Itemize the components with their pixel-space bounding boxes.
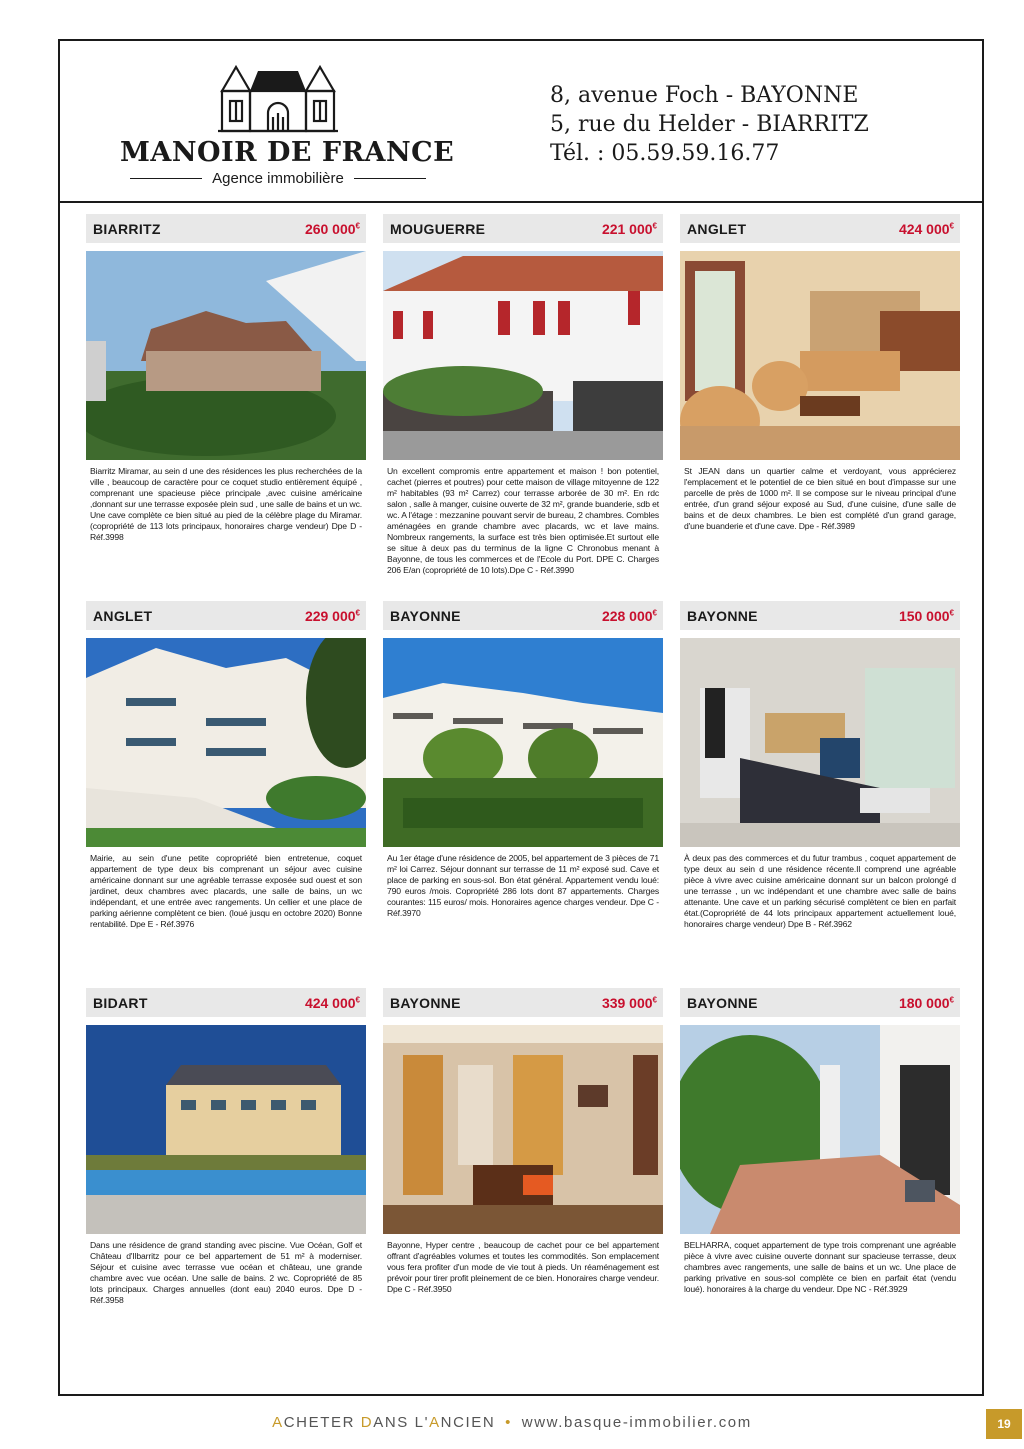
listing-card[interactable] <box>383 601 663 919</box>
listing-city: ANGLET <box>93 607 153 624</box>
price-value: 424 000 <box>304 994 356 1011</box>
currency-symbol: € <box>949 607 954 617</box>
agency-name: MANOIR DE FRANCE <box>120 137 455 168</box>
listing-price <box>305 221 360 237</box>
listing-description: St JEAN dans un quartier calme et verdoyant, vous apprécierez l'emplacement et le potentiel de ce bien situé en bout d'impasse sur une parcelle de près de 1000 m². Il se compose sur le niveau principal d'une entrée, d'un grand séjour exposé au Sud, d'une cuisine, d'une salle de bains et de deux chambres. Le bien est complété d'un grand garage, d'une buanderie et d'une cave. Dpe - Réf.3989 <box>684 466 956 531</box>
listing-price <box>602 608 657 624</box>
page-number: 19 <box>986 1409 1022 1439</box>
white-residence-photo[interactable] <box>86 638 366 847</box>
price-value: 260 000 <box>304 220 356 237</box>
tagline-text: Agence immobilière <box>212 170 344 187</box>
listing-header <box>86 214 366 243</box>
listing-price <box>602 221 657 237</box>
price-value: 221 000 <box>601 220 653 237</box>
currency-symbol: € <box>355 220 360 230</box>
listing-card[interactable] <box>680 601 960 930</box>
price-value: 180 000 <box>898 994 950 1011</box>
listing-price <box>305 995 360 1011</box>
listing-description: Bayonne, Hyper centre , beaucoup de cachet pour ce bel appartement offrant d'agréables volumes et toutes les commodités. Son emplacement vous fera profiter d'un mode de vie tout à pieds. Un réaménagement est prévoir pour tirer profit pleinement de ce bien. Honoraires charge vendeur. Dpe C - Réf.3950 <box>387 1240 659 1294</box>
listing-card[interactable] <box>86 214 366 543</box>
price-value: 228 000 <box>601 607 653 624</box>
address-biarritz: 5, rue du Helder - BIARRITZ <box>550 112 869 137</box>
listing-price <box>602 995 657 1011</box>
price-value: 150 000 <box>898 607 950 624</box>
open-kitchen-photo[interactable] <box>680 638 960 847</box>
listing-description: Un excellent compromis entre appartement et maison ! bon potentiel, cachet (pierres et poutres) pour cette maison de village mitoyenne de 122 m² habitables (93 m² Carrez) cour terrasse arborée de 30 m². En rdc salon , salle à manger, cuisine ouverte de 32 m², grande buanderie, sdb et wc. A l'étage : mezzanine pouvant servir de bureau, 2 chambres. Combles aménagées en grande chambre avec placards, wc et lave mains. Nombreux rangements, la surface est très bien optimisée.Et surtout elle se situe à deux pas du terminus de la ligne C Chronobus menant à Bayonne, de tous les commerces et de l'Ecole du Port. DPE C. Charges 206 E/an (copropriété de 10 lots).Dpe C - Réf.3990 <box>387 466 659 575</box>
currency-symbol: € <box>652 607 657 617</box>
website-link[interactable]: www.basque-immobilier.com <box>521 1414 752 1431</box>
listing-city: BAYONNE <box>390 607 461 624</box>
listing-header <box>383 988 663 1017</box>
listing-price <box>899 995 954 1011</box>
listing-card[interactable] <box>86 988 366 1306</box>
listing-description: Au 1er étage d'une résidence de 2005, bel appartement de 3 pièces de 71 m² loi Carrez. Séjour donnant sur terrasse de 11 m² exposé sud. Cave et place de parking en sous-sol. Bon état général. Appartement vendu loué: 790 euros /mois. Copropriété 286 lots dont 87 appartements. Charges courantes: 115 euros/ mois. Honoraires agence charges vendeur. Dpe C - Réf.3970 <box>387 853 659 918</box>
listing-card[interactable] <box>680 988 960 1295</box>
listing-city: BAYONNE <box>687 607 758 624</box>
footer-bullet: • <box>505 1414 512 1431</box>
listing-city: BAYONNE <box>390 994 461 1011</box>
footer-letter: D <box>360 1414 374 1431</box>
classic-interior-photo[interactable] <box>383 1025 663 1234</box>
listing-header <box>680 601 960 630</box>
listing-header <box>680 214 960 243</box>
footer-text: ANS L' <box>373 1414 430 1431</box>
listing-description: Dans une résidence de grand standing avec piscine. Vue Océan, Golf et Château d'Ilbarritz pour ce bel appartement de 51 m² à moderniser. Séjour et cuisine avec terrasse vue océan et château, une grande chambre avec vue océan. Une salle de bains. 2 wc. Copropriété de 85 lots principaux. Charges annuelles (dont eau) 2040 euros. Dpe D - Réf.3958 <box>90 1240 362 1305</box>
listings-grid <box>60 41 982 1394</box>
listing-header <box>680 988 960 1017</box>
listing-header <box>383 601 663 630</box>
listing-header <box>86 601 366 630</box>
listing-city: ANGLET <box>687 220 747 237</box>
price-value: 339 000 <box>601 994 653 1011</box>
currency-symbol: € <box>355 994 360 1004</box>
footer-letter: A <box>429 1414 441 1431</box>
village-house-photo[interactable] <box>383 251 663 460</box>
phone-number: Tél. : 05.59.59.16.77 <box>550 141 780 166</box>
listing-description: À deux pas des commerces et du futur trambus , coquet appartement de type deux au sein d une résidence récente.Il comprend une agréable pièce à vivre avec cuisine américaine donnant sur un balcon prolongé d une terrasse , un wc indépendant et une chambre avec salle de bains attenante. Une cave et un parking sécurisé complètent ce bien en parfait état.(Copropriété de 44 lots principaux appartement actuellement loué, honoraires charge vendeur) Dpe B - Réf.3962 <box>684 853 956 929</box>
listing-price <box>899 608 954 624</box>
listing-city: MOUGUERRE <box>390 220 486 237</box>
footer-text: CHETER <box>283 1414 361 1431</box>
listing-price <box>899 221 954 237</box>
page-frame <box>58 39 984 1396</box>
seaside-residence-pool-photo[interactable] <box>86 1025 366 1234</box>
listing-card[interactable] <box>86 601 366 930</box>
listing-description: Biarritz Miramar, au sein d une des résidences les plus recherchées de la ville , beaucoup de caractère pour ce coquet studio entièrement équipé , comprenant une spacieuse pièce principale ,avec cuisine américaine ,donnant sur une terrasse exposée plein sud , une salle de bains et un wc. Une cave complète ce bien situé au pied de la célèbre plage du Miramar.(copropriété de 113 lots principaux, honoraires charge vendeur) Dpe D - Réf.3998 <box>90 466 362 542</box>
listing-card[interactable] <box>383 988 663 1295</box>
currency-symbol: € <box>652 220 657 230</box>
price-value: 424 000 <box>898 220 950 237</box>
listing-header <box>383 214 663 243</box>
footer-text: NCIEN <box>440 1414 496 1431</box>
footer-letter: A <box>272 1414 284 1431</box>
listing-city: BAYONNE <box>687 994 758 1011</box>
building-balcony-photo[interactable] <box>86 251 366 460</box>
listing-city: BIARRITZ <box>93 220 161 237</box>
listing-card[interactable] <box>680 214 960 532</box>
listing-description: BELHARRA, coquet appartement de type trois comprenant une agréable pièce à vivre avec cuisine ouverte donnant sur spacieuse terrasse, deux chambres avec rangements, une salle de bains et un wc. Une place de parking privative en sous-sol complète ce bien en parfait état (vendu loué). honoraires à la charge du vendeur. Dpe NC - Réf.3929 <box>684 1240 956 1294</box>
listing-city: BIDART <box>93 994 148 1011</box>
page-footer <box>0 1414 1024 1431</box>
currency-symbol: € <box>949 994 954 1004</box>
currency-symbol: € <box>652 994 657 1004</box>
tiled-terrace-photo[interactable] <box>680 1025 960 1234</box>
currency-symbol: € <box>355 607 360 617</box>
listing-price <box>305 608 360 624</box>
living-room-photo[interactable] <box>680 251 960 460</box>
price-value: 229 000 <box>304 607 356 624</box>
residence-garden-photo[interactable] <box>383 638 663 847</box>
listing-header <box>86 988 366 1017</box>
listing-description: Mairie, au sein d'une petite copropriété bien entretenue, coquet appartement de type deux bis comprenant un séjour avec cuisine américaine donnant sur une agréable terrasse exposée sud ouest et son jardinet, deux chambres avec placards, une salle de bains, un wc indépendant, et une entrée avec rangements. Un cellier et une place de parking aérienne complètent ce bien. (loué jusqu en octobre 2020) Bonne rentabilité. Dpe E - Réf.3976 <box>90 853 362 929</box>
listing-card[interactable] <box>383 214 663 576</box>
currency-symbol: € <box>949 220 954 230</box>
address-bayonne: 8, avenue Foch - BAYONNE <box>550 83 859 108</box>
